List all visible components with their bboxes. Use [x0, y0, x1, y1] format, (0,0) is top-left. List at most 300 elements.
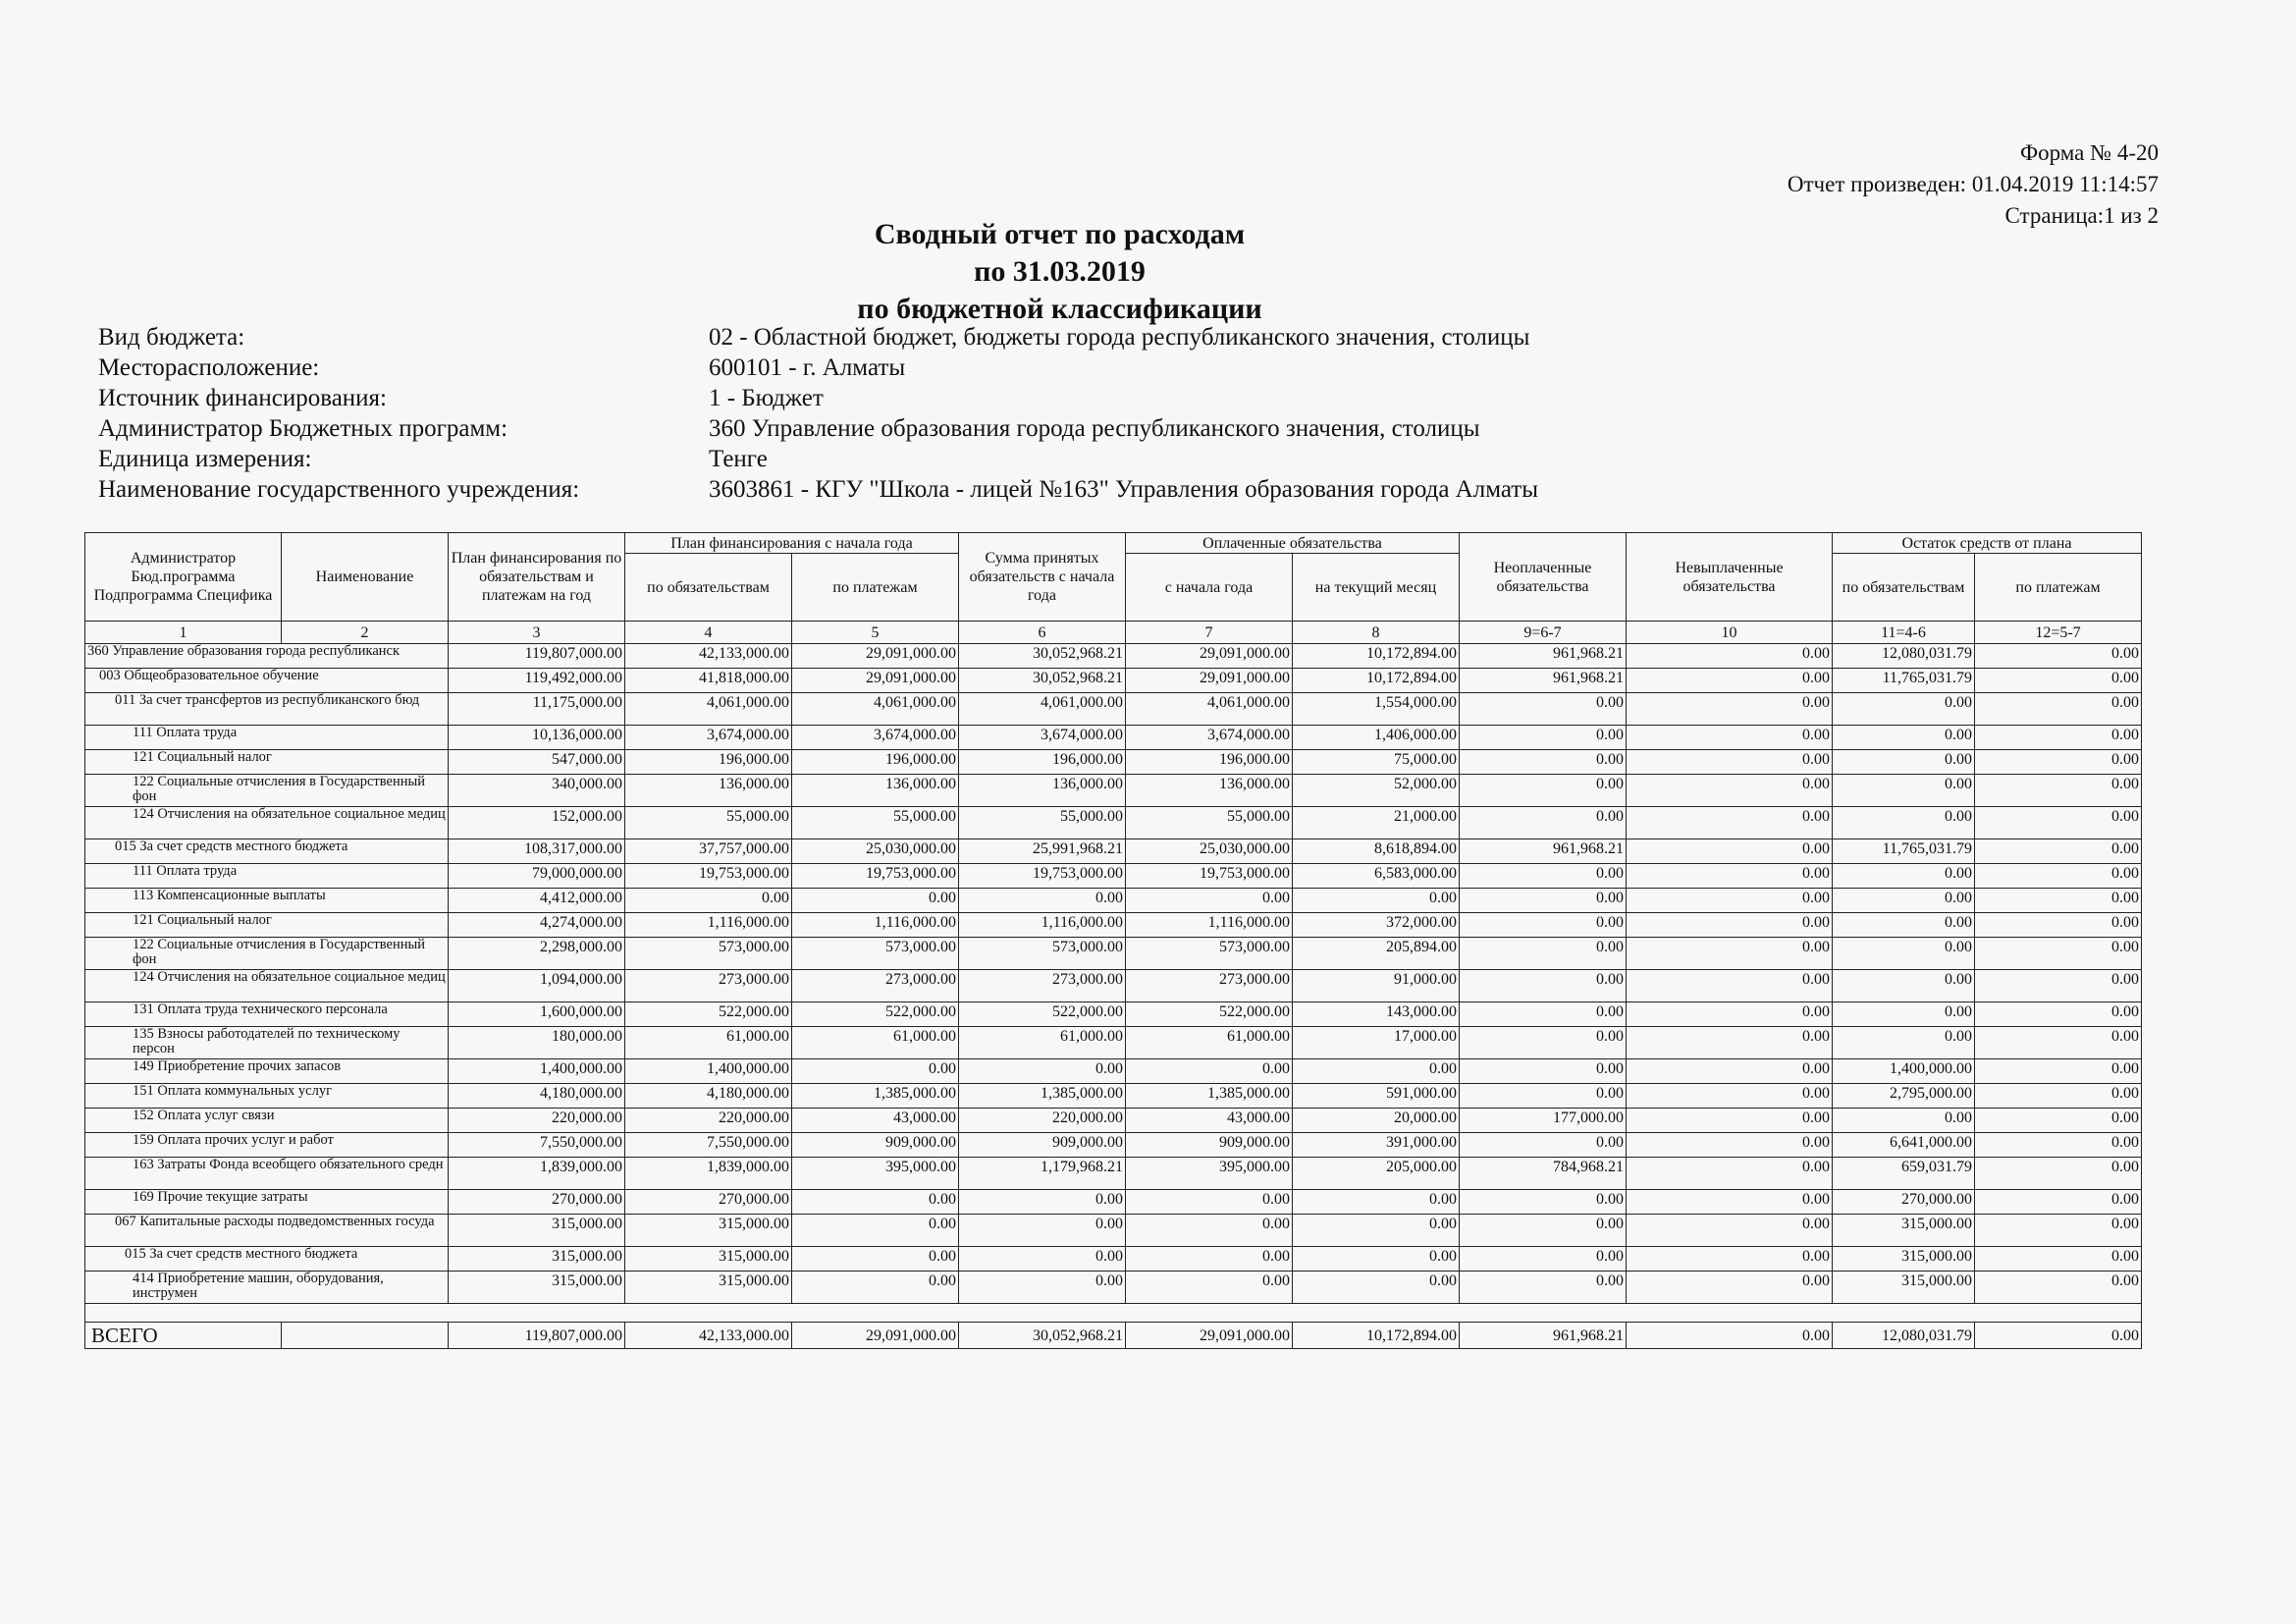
table-row	[85, 775, 2142, 807]
row-value: 0.00	[1833, 1027, 1975, 1059]
row-code-name: 149 Приобретение прочих запасов	[85, 1059, 449, 1084]
row-value: 119,807,000.00	[449, 644, 625, 669]
table-row	[85, 1158, 2142, 1190]
row-value: 909,000.00	[792, 1133, 959, 1158]
table-row	[85, 726, 2142, 750]
row-value: 220,000.00	[449, 1109, 625, 1133]
meta-label: Администратор Бюджетных программ:	[98, 415, 508, 442]
row-value: 573,000.00	[625, 938, 792, 970]
report-meta	[98, 322, 1538, 505]
table-row	[85, 938, 2142, 970]
row-value: 11,175,000.00	[449, 693, 625, 726]
table-row	[85, 750, 2142, 775]
row-value: 0.00	[1460, 1272, 1627, 1304]
row-value: 1,094,000.00	[449, 970, 625, 1002]
table-body	[85, 644, 2142, 1349]
expense-report-table	[84, 532, 2142, 1349]
row-value: 0.00	[1627, 1002, 1833, 1027]
row-value: 315,000.00	[449, 1247, 625, 1272]
table-row	[85, 1109, 2142, 1133]
row-code-name: 121 Социальный налог	[85, 750, 449, 775]
row-value: 55,000.00	[792, 807, 959, 839]
row-value: 0.00	[1460, 889, 1627, 913]
table-row	[85, 1247, 2142, 1272]
row-value: 0.00	[1627, 669, 1833, 693]
column-number: 8	[1293, 622, 1460, 644]
column-number: 11=4-6	[1833, 622, 1975, 644]
row-code-name: 011 За счет трансфертов из республиканского бюд	[85, 693, 449, 726]
row-code-name: 121 Социальный налог	[85, 913, 449, 938]
row-value: 315,000.00	[1833, 1272, 1975, 1304]
row-value: 108,317,000.00	[449, 839, 625, 864]
meta-value: 1 - Бюджет	[709, 385, 824, 411]
column-number: 7	[1126, 622, 1293, 644]
row-value: 0.00	[1975, 1109, 2142, 1133]
row-value: 273,000.00	[792, 970, 959, 1002]
row-value: 0.00	[1460, 1027, 1627, 1059]
column-number: 9=6-7	[1460, 622, 1627, 644]
meta-row	[98, 383, 1538, 413]
row-value: 1,839,000.00	[625, 1158, 792, 1190]
row-value: 0.00	[1627, 1109, 1833, 1133]
row-value: 1,385,000.00	[1126, 1084, 1293, 1109]
row-value: 20,000.00	[1293, 1109, 1460, 1133]
row-value: 0.00	[1293, 1190, 1460, 1215]
meta-label: Единица измерения:	[98, 446, 312, 472]
meta-label: Источник финансирования:	[98, 385, 388, 411]
col-admin-header: Администратор Бюд.программа Подпрограмма Специфика	[85, 533, 282, 622]
row-value: 522,000.00	[792, 1002, 959, 1027]
row-value: 0.00	[1126, 1215, 1293, 1247]
title-line-1: Сводный отчет по расходам	[874, 218, 1246, 250]
row-value: 573,000.00	[1126, 938, 1293, 970]
row-value: 0.00	[1975, 1215, 2142, 1247]
row-value: 0.00	[1126, 1272, 1293, 1304]
row-value: 1,400,000.00	[625, 1059, 792, 1084]
row-value: 591,000.00	[1293, 1084, 1460, 1109]
meta-value: 3603861 - КГУ "Школа - лицей №163" Управления образования города Алматы	[709, 476, 1539, 503]
row-value: 0.00	[1833, 938, 1975, 970]
row-value: 42,133,000.00	[625, 644, 792, 669]
total-label: ВСЕГО	[85, 1323, 282, 1349]
row-value: 0.00	[1627, 839, 1833, 864]
row-value: 1,406,000.00	[1293, 726, 1460, 750]
empty-row	[85, 1304, 2142, 1323]
row-value: 29,091,000.00	[1126, 644, 1293, 669]
row-value: 0.00	[1833, 913, 1975, 938]
row-code-name: 159 Оплата прочих услуг и работ	[85, 1133, 449, 1158]
table-row	[85, 889, 2142, 913]
row-value: 29,091,000.00	[792, 669, 959, 693]
row-value: 270,000.00	[625, 1190, 792, 1215]
row-value: 4,061,000.00	[625, 693, 792, 726]
row-value: 220,000.00	[959, 1109, 1126, 1133]
row-value: 573,000.00	[959, 938, 1126, 970]
row-code-name: 015 За счет средств местного бюджета	[85, 839, 449, 864]
row-value: 0.00	[1627, 1059, 1833, 1084]
row-value: 0.00	[1627, 807, 1833, 839]
row-value: 961,968.21	[1460, 644, 1627, 669]
row-value: 79,000,000.00	[449, 864, 625, 889]
col-accepted-header: Сумма принятых обязательств с начала года	[959, 533, 1126, 622]
col-rem-obligations-header: по обязательствам	[1833, 554, 1975, 622]
row-value: 0.00	[1293, 1247, 1460, 1272]
table-row	[85, 1059, 2142, 1084]
row-value: 0.00	[1833, 970, 1975, 1002]
row-value: 41,818,000.00	[625, 669, 792, 693]
table-row	[85, 970, 2142, 1002]
report-title	[0, 216, 2296, 328]
column-number: 3	[449, 622, 625, 644]
total-row	[85, 1323, 2142, 1349]
row-code-name: 414 Приобретение машин, оборудования, инструмен	[85, 1272, 449, 1304]
row-value: 0.00	[1975, 644, 2142, 669]
column-number: 2	[282, 622, 449, 644]
row-value: 0.00	[792, 1190, 959, 1215]
column-number: 1	[85, 622, 282, 644]
row-value: 4,061,000.00	[792, 693, 959, 726]
row-value: 8,618,894.00	[1293, 839, 1460, 864]
row-value: 0.00	[1627, 1272, 1833, 1304]
total-value: 961,968.21	[1460, 1323, 1627, 1349]
row-value: 1,116,000.00	[959, 913, 1126, 938]
meta-label: Вид бюджета:	[98, 324, 245, 351]
row-value: 2,298,000.00	[449, 938, 625, 970]
row-value: 0.00	[1975, 750, 2142, 775]
row-value: 0.00	[1627, 1133, 1833, 1158]
row-value: 0.00	[1293, 1215, 1460, 1247]
col-current-month-header: на текущий месяц	[1293, 554, 1460, 622]
row-value: 119,492,000.00	[449, 669, 625, 693]
row-value: 0.00	[1460, 938, 1627, 970]
row-value: 0.00	[1627, 889, 1833, 913]
row-code-name: 111 Оплата труда	[85, 726, 449, 750]
row-value: 0.00	[1126, 1247, 1293, 1272]
total-value: 30,052,968.21	[959, 1323, 1126, 1349]
row-value: 0.00	[1460, 1084, 1627, 1109]
row-code-name: 113 Компенсационные выплаты	[85, 889, 449, 913]
row-code-name: 111 Оплата труда	[85, 864, 449, 889]
row-value: 0.00	[959, 1247, 1126, 1272]
row-value: 2,795,000.00	[1833, 1084, 1975, 1109]
row-value: 0.00	[1460, 807, 1627, 839]
row-value: 0.00	[959, 1215, 1126, 1247]
row-value: 0.00	[1975, 1084, 2142, 1109]
row-value: 0.00	[1833, 864, 1975, 889]
row-code-name: 169 Прочие текущие затраты	[85, 1190, 449, 1215]
row-value: 0.00	[1833, 807, 1975, 839]
row-value: 0.00	[792, 1059, 959, 1084]
col-by-obligations-header: по обязательствам	[625, 554, 792, 622]
row-value: 0.00	[1833, 750, 1975, 775]
row-value: 37,757,000.00	[625, 839, 792, 864]
row-value: 3,674,000.00	[625, 726, 792, 750]
row-value: 522,000.00	[959, 1002, 1126, 1027]
meta-value: 02 - Областной бюджет, бюджеты города республиканского значения, столицы	[709, 324, 1530, 351]
row-value: 196,000.00	[1126, 750, 1293, 775]
row-value: 0.00	[1460, 1247, 1627, 1272]
row-value: 315,000.00	[449, 1272, 625, 1304]
row-value: 0.00	[1126, 889, 1293, 913]
row-value: 55,000.00	[625, 807, 792, 839]
row-value: 391,000.00	[1293, 1133, 1460, 1158]
table-row	[85, 693, 2142, 726]
row-value: 1,400,000.00	[1833, 1059, 1975, 1084]
row-value: 0.00	[959, 1059, 1126, 1084]
row-value: 0.00	[1627, 970, 1833, 1002]
row-value: 4,180,000.00	[449, 1084, 625, 1109]
row-value: 0.00	[1460, 864, 1627, 889]
row-value: 75,000.00	[1293, 750, 1460, 775]
row-value: 961,968.21	[1460, 839, 1627, 864]
row-value: 315,000.00	[449, 1215, 625, 1247]
row-code-name: 163 Затраты Фонда всеобщего обязательного средн	[85, 1158, 449, 1190]
row-value: 55,000.00	[959, 807, 1126, 839]
row-value: 55,000.00	[1126, 807, 1293, 839]
row-code-name: 003 Общеобразовательное обучение	[85, 669, 449, 693]
row-value: 61,000.00	[792, 1027, 959, 1059]
row-value: 340,000.00	[449, 775, 625, 807]
row-value: 909,000.00	[959, 1133, 1126, 1158]
row-value: 136,000.00	[959, 775, 1126, 807]
row-value: 0.00	[1627, 1084, 1833, 1109]
row-value: 152,000.00	[449, 807, 625, 839]
row-value: 0.00	[1460, 750, 1627, 775]
row-value: 177,000.00	[1460, 1109, 1627, 1133]
row-value: 196,000.00	[959, 750, 1126, 775]
meta-row	[98, 352, 1538, 383]
col-by-payments-header: по платежам	[792, 554, 959, 622]
row-value: 0.00	[1975, 726, 2142, 750]
row-value: 315,000.00	[1833, 1247, 1975, 1272]
row-value: 0.00	[1833, 693, 1975, 726]
table-row	[85, 1027, 2142, 1059]
row-code-name: 152 Оплата услуг связи	[85, 1109, 449, 1133]
row-value: 0.00	[1627, 1190, 1833, 1215]
row-value: 29,091,000.00	[792, 644, 959, 669]
total-value: 42,133,000.00	[625, 1323, 792, 1349]
row-value: 1,116,000.00	[1126, 913, 1293, 938]
row-value: 196,000.00	[792, 750, 959, 775]
row-value: 1,385,000.00	[792, 1084, 959, 1109]
col-from-start-header: с начала года	[1126, 554, 1293, 622]
row-value: 1,385,000.00	[959, 1084, 1126, 1109]
row-value: 25,030,000.00	[1126, 839, 1293, 864]
row-value: 30,052,968.21	[959, 669, 1126, 693]
row-value: 0.00	[1126, 1059, 1293, 1084]
row-value: 61,000.00	[1126, 1027, 1293, 1059]
row-value: 372,000.00	[1293, 913, 1460, 938]
row-code-name: 151 Оплата коммунальных услуг	[85, 1084, 449, 1109]
row-value: 19,753,000.00	[959, 864, 1126, 889]
meta-label: Месторасположение:	[98, 354, 320, 381]
row-value: 1,600,000.00	[449, 1002, 625, 1027]
empty-cell	[85, 1304, 2142, 1323]
row-value: 273,000.00	[959, 970, 1126, 1002]
row-value: 0.00	[1627, 1247, 1833, 1272]
row-value: 0.00	[1293, 889, 1460, 913]
row-value: 0.00	[1975, 1158, 2142, 1190]
row-value: 1,839,000.00	[449, 1158, 625, 1190]
row-value: 205,894.00	[1293, 938, 1460, 970]
table-row	[85, 1133, 2142, 1158]
column-number: 10	[1627, 622, 1833, 644]
row-value: 0.00	[1975, 913, 2142, 938]
row-value: 6,641,000.00	[1833, 1133, 1975, 1158]
row-value: 0.00	[1975, 1059, 2142, 1084]
row-value: 7,550,000.00	[625, 1133, 792, 1158]
column-number: 12=5-7	[1975, 622, 2142, 644]
row-value: 0.00	[792, 889, 959, 913]
report-timestamp: Отчет произведен: 01.04.2019 11:14:57	[1787, 172, 2159, 196]
table-row	[85, 1190, 2142, 1215]
row-value: 0.00	[1975, 889, 2142, 913]
total-value: 29,091,000.00	[1126, 1323, 1293, 1349]
row-value: 0.00	[1627, 1158, 1833, 1190]
column-number: 5	[792, 622, 959, 644]
meta-row	[98, 322, 1538, 352]
col-plan-from-start-header: План финансирования с начала года	[625, 533, 959, 554]
row-value: 3,674,000.00	[1126, 726, 1293, 750]
row-value: 273,000.00	[625, 970, 792, 1002]
meta-row	[98, 413, 1538, 444]
row-value: 0.00	[1627, 864, 1833, 889]
row-value: 315,000.00	[625, 1247, 792, 1272]
row-value: 10,136,000.00	[449, 726, 625, 750]
row-value: 180,000.00	[449, 1027, 625, 1059]
total-value: 0.00	[1975, 1323, 2142, 1349]
row-value: 0.00	[792, 1215, 959, 1247]
col-unissued-header: Невыплаченные обязательства	[1627, 533, 1833, 622]
row-value: 0.00	[959, 1272, 1126, 1304]
row-value: 0.00	[1833, 775, 1975, 807]
column-number: 4	[625, 622, 792, 644]
row-value: 136,000.00	[792, 775, 959, 807]
row-value: 1,116,000.00	[792, 913, 959, 938]
row-value: 0.00	[1627, 938, 1833, 970]
row-value: 0.00	[1126, 1190, 1293, 1215]
row-value: 0.00	[1833, 1002, 1975, 1027]
row-value: 573,000.00	[792, 938, 959, 970]
col-remaining-header: Остаток средств от плана	[1833, 533, 2142, 554]
meta-value: 360 Управление образования города республиканского значения, столицы	[709, 415, 1480, 442]
total-value: 119,807,000.00	[449, 1323, 625, 1349]
row-value: 4,180,000.00	[625, 1084, 792, 1109]
row-value: 0.00	[1627, 1027, 1833, 1059]
table-row	[85, 1215, 2142, 1247]
row-code-name: 131 Оплата труда технического персонала	[85, 1002, 449, 1027]
row-code-name: 122 Социальные отчисления в Государственный фон	[85, 775, 449, 807]
row-value: 784,968.21	[1460, 1158, 1627, 1190]
row-value: 136,000.00	[625, 775, 792, 807]
row-value: 0.00	[1460, 913, 1627, 938]
row-value: 196,000.00	[625, 750, 792, 775]
row-value: 522,000.00	[1126, 1002, 1293, 1027]
row-value: 11,765,031.79	[1833, 669, 1975, 693]
column-number-row	[85, 622, 2142, 644]
row-value: 1,179,968.21	[959, 1158, 1126, 1190]
row-value: 522,000.00	[625, 1002, 792, 1027]
row-value: 0.00	[1975, 1002, 2142, 1027]
row-value: 0.00	[1460, 1190, 1627, 1215]
row-value: 270,000.00	[1833, 1190, 1975, 1215]
row-value: 0.00	[1975, 1190, 2142, 1215]
row-value: 10,172,894.00	[1293, 669, 1460, 693]
table-row	[85, 807, 2142, 839]
row-value: 315,000.00	[1833, 1215, 1975, 1247]
row-value: 29,091,000.00	[1126, 669, 1293, 693]
table-row	[85, 864, 2142, 889]
row-value: 3,674,000.00	[959, 726, 1126, 750]
table-row	[85, 669, 2142, 693]
meta-label: Наименование государственного учреждения:	[98, 476, 580, 503]
row-value: 315,000.00	[625, 1272, 792, 1304]
col-unpaid-header: Неоплаченные обязательства	[1460, 533, 1627, 622]
total-value: 12,080,031.79	[1833, 1323, 1975, 1349]
row-value: 43,000.00	[792, 1109, 959, 1133]
col-plan-header: План финансирования по обязательствам и платежам на год	[449, 533, 625, 622]
meta-value: 600101 - г. Алматы	[709, 354, 906, 381]
table-header	[85, 533, 2142, 644]
row-value: 0.00	[1627, 775, 1833, 807]
row-code-name: 124 Отчисления на обязательное социальное медиц	[85, 970, 449, 1002]
row-value: 0.00	[792, 1272, 959, 1304]
row-code-name: 122 Социальные отчисления в Государственный фон	[85, 938, 449, 970]
row-value: 61,000.00	[625, 1027, 792, 1059]
row-value: 25,991,968.21	[959, 839, 1126, 864]
row-code-name: 360 Управление образования города республиканск	[85, 644, 449, 669]
row-value: 0.00	[1460, 1059, 1627, 1084]
row-value: 0.00	[625, 889, 792, 913]
total-name-cell	[282, 1323, 449, 1349]
row-value: 0.00	[1975, 693, 2142, 726]
row-value: 205,000.00	[1293, 1158, 1460, 1190]
row-value: 4,274,000.00	[449, 913, 625, 938]
row-value: 0.00	[1460, 775, 1627, 807]
row-value: 0.00	[1975, 1247, 2142, 1272]
table-row	[85, 839, 2142, 864]
row-value: 270,000.00	[449, 1190, 625, 1215]
row-value: 0.00	[1833, 1109, 1975, 1133]
table-row	[85, 1084, 2142, 1109]
row-value: 0.00	[792, 1247, 959, 1272]
row-value: 30,052,968.21	[959, 644, 1126, 669]
row-value: 19,753,000.00	[792, 864, 959, 889]
row-value: 4,412,000.00	[449, 889, 625, 913]
meta-value: Тенге	[709, 446, 768, 472]
row-value: 0.00	[1975, 1272, 2142, 1304]
col-paid-header: Оплаченные обязательства	[1126, 533, 1460, 554]
row-value: 0.00	[1460, 693, 1627, 726]
row-value: 25,030,000.00	[792, 839, 959, 864]
row-value: 0.00	[1627, 750, 1833, 775]
row-value: 0.00	[1975, 938, 2142, 970]
total-value: 29,091,000.00	[792, 1323, 959, 1349]
table-row	[85, 1272, 2142, 1304]
table-row	[85, 913, 2142, 938]
form-number: Форма № 4-20	[2019, 140, 2159, 165]
row-value: 0.00	[1293, 1059, 1460, 1084]
row-value: 0.00	[1293, 1272, 1460, 1304]
column-number: 6	[959, 622, 1126, 644]
row-value: 0.00	[1627, 1215, 1833, 1247]
row-value: 43,000.00	[1126, 1109, 1293, 1133]
total-value: 0.00	[1627, 1323, 1833, 1349]
row-code-name: 067 Капитальные расходы подведомственных госуда	[85, 1215, 449, 1247]
row-value: 0.00	[959, 1190, 1126, 1215]
row-value: 1,554,000.00	[1293, 693, 1460, 726]
row-value: 0.00	[959, 889, 1126, 913]
